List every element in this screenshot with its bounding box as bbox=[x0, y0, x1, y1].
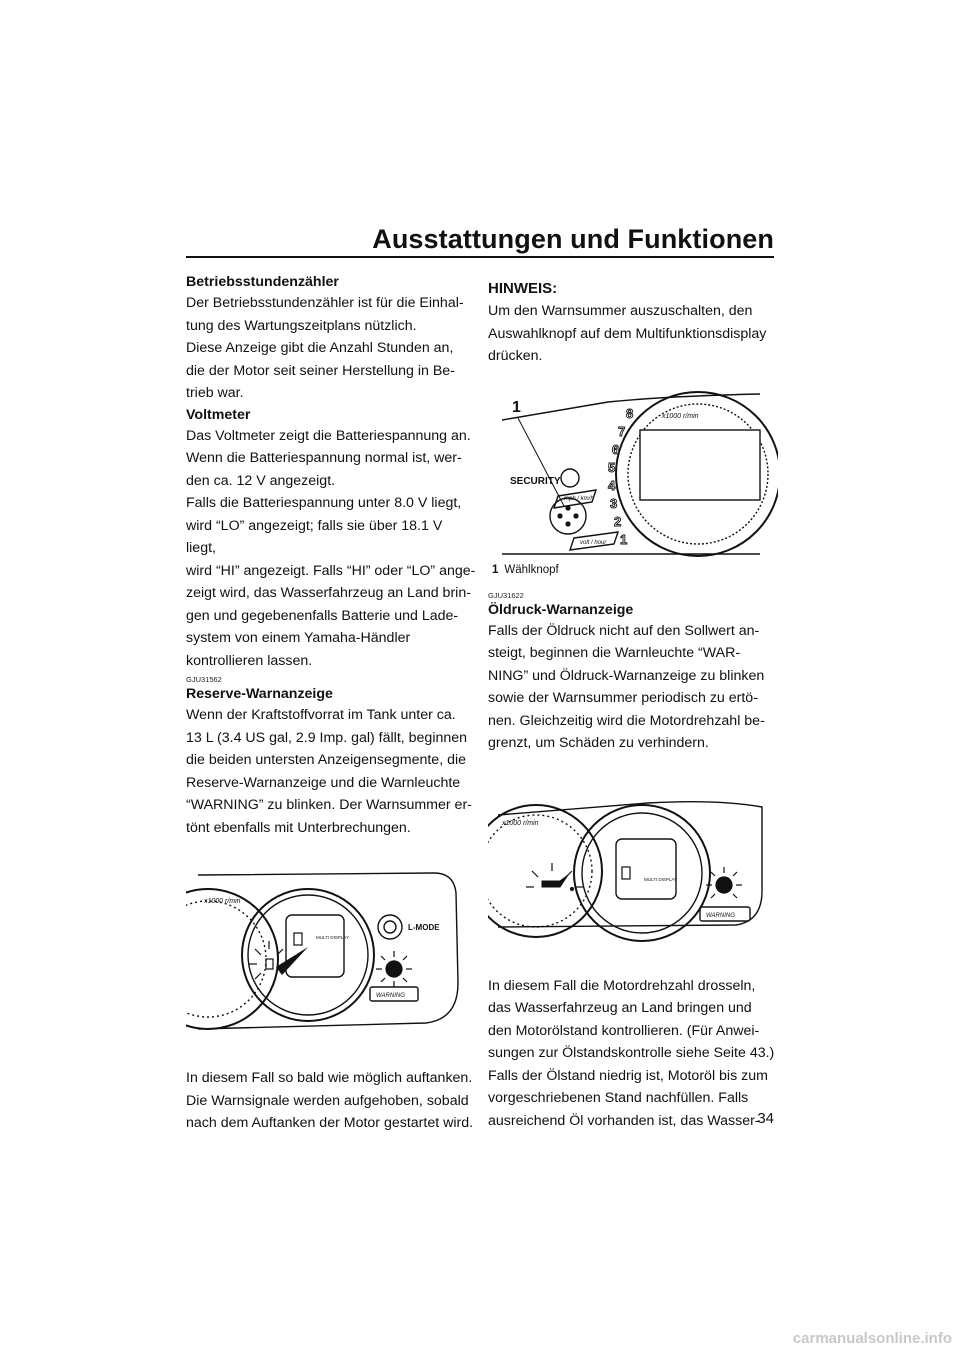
heading-oeldruck-warnanzeige: Öldruck-Warnanzeige bbox=[488, 601, 634, 618]
text-line: Wenn der Kraftstoffvorrat im Tank unter ca. bbox=[186, 707, 456, 723]
warning-lamp-icon bbox=[706, 867, 742, 898]
text-line: In diesem Fall die Motordrehzahl drosseln, bbox=[488, 977, 756, 994]
figure-multi-display-label: MULTI DISPLAY bbox=[644, 876, 678, 882]
text-line: “WARNING” zu blinken. Der Warnsummer er- bbox=[186, 797, 472, 813]
figure-reserve-warning bbox=[186, 863, 476, 1043]
figure-warning-label: WARNING bbox=[376, 993, 405, 999]
watermark: carmanualsonline.info bbox=[792, 1329, 952, 1347]
figure-warning-label: WARNING bbox=[706, 912, 735, 919]
text-line: gen und gegebenenfalls Batterie und Lade- bbox=[186, 607, 459, 624]
text-line: den ca. 12 V angezeigt. bbox=[186, 472, 336, 489]
speed-unit-label: mph / km/h bbox=[564, 495, 594, 502]
text-line: die der Motor seit seiner Herstellung in Be- bbox=[186, 362, 455, 379]
figure-scale-label: x1000 r/min bbox=[502, 819, 539, 827]
left-column bbox=[186, 272, 476, 1135]
text-line: drücken. bbox=[488, 348, 543, 364]
text-line: Das Voltmeter zeigt die Batteriespannung an. bbox=[186, 427, 471, 444]
title-rule bbox=[186, 256, 774, 258]
text-line: die beiden untersten Anzeigensegmente, die bbox=[186, 752, 467, 768]
caption-number: 1 bbox=[492, 563, 499, 576]
text-voltmeter bbox=[186, 425, 476, 673]
text-line: Falls die Batteriespannung unter 8.0 V liegt, bbox=[186, 495, 462, 511]
heading-betriebsstundenzaehler: Betriebsstundenzähler bbox=[186, 274, 339, 290]
text-betriebsstundenzaehler bbox=[186, 292, 476, 405]
text-reserve-after bbox=[186, 1067, 476, 1135]
text-line: den Motorölstand kontrollieren. (Für Anwei- bbox=[488, 1022, 760, 1039]
text-line: Falls der Ölstand niedrig ist, Motoröl bis zum bbox=[488, 1067, 768, 1084]
callout-number: 1 bbox=[512, 398, 521, 416]
caption-text: Wählknopf bbox=[504, 563, 559, 576]
text-line: ausreichend Öl vorhanden ist, das Wasser- bbox=[488, 1112, 760, 1129]
volt-unit-label: volt / hour bbox=[580, 539, 607, 546]
tacho-digit: 6 bbox=[612, 441, 620, 457]
text-line: Wenn die Batteriespannung normal ist, wer- bbox=[186, 450, 462, 466]
figure-scale-label: x1000 r/min bbox=[204, 898, 241, 905]
text-line: tung des Wartungszeitplans nützlich. bbox=[186, 317, 417, 334]
text-line: 13 L (3.4 US gal, 2.9 Imp. gal) fällt, beginnen bbox=[186, 729, 468, 746]
text-line: Um den Warnsummer auszuschalten, den bbox=[488, 303, 753, 319]
text-line: kontrollieren lassen. bbox=[186, 652, 313, 669]
figure-caption bbox=[492, 562, 778, 578]
text-line: wird “LO” angezeigt; falls sie über 18.1 V liegt, bbox=[186, 517, 443, 556]
tacho-digit: 8 bbox=[626, 405, 634, 421]
text-line: Falls der Öldruck nicht auf den Sollwert an- bbox=[488, 622, 760, 639]
text-line: steigt, beginnen die Warnleuchte “WAR- bbox=[488, 645, 741, 661]
text-line: tönt ebenfalls mit Unterbrechungen. bbox=[186, 819, 411, 836]
tacho-digit: 4 bbox=[608, 477, 616, 493]
text-line: trieb war. bbox=[186, 385, 244, 401]
tacho-digits bbox=[608, 406, 633, 547]
text-hinweis bbox=[488, 300, 778, 368]
text-line: system von einem Yamaha-Händler bbox=[186, 630, 411, 646]
oil-can-icon bbox=[542, 875, 574, 891]
heading-voltmeter: Voltmeter bbox=[186, 406, 251, 423]
security-label: SECURITY bbox=[510, 475, 561, 487]
figure-selector-knob bbox=[488, 388, 778, 558]
tacho-digit: 5 bbox=[608, 459, 616, 475]
tacho-digit: 1 bbox=[620, 531, 628, 547]
text-line: sungen zur Ölstandskontrolle siehe Seite 43.) bbox=[488, 1045, 775, 1061]
text-line: das Wasserfahrzeug an Land bringen und bbox=[488, 1000, 752, 1016]
section-code: GJU31562 bbox=[186, 675, 222, 684]
figure-oil-warning bbox=[488, 791, 778, 951]
figure-scale-label: x1000 r/min bbox=[662, 412, 699, 420]
text-line: In diesem Fall so bald wie möglich auftanken. bbox=[186, 1070, 473, 1086]
text-line: Diese Anzeige gibt die Anzahl Stunden an, bbox=[186, 340, 454, 356]
knob-dots-icon bbox=[557, 505, 578, 526]
figure-multi-display-label: MULTI DISPLAY bbox=[316, 935, 350, 940]
text-line: vorgeschriebenen Stand nachfüllen. Falls bbox=[488, 1090, 749, 1106]
heading-reserve-warnanzeige: Reserve-Warnanzeige bbox=[186, 686, 333, 702]
tacho-digit: 3 bbox=[610, 495, 618, 511]
text-line: nach dem Auftanken der Motor gestartet wird. bbox=[186, 1115, 474, 1131]
text-line: nen. Gleichzeitig wird die Motordrehzahl be- bbox=[488, 712, 765, 729]
tacho-digit: 7 bbox=[618, 423, 626, 439]
text-oeldruck-after bbox=[488, 975, 778, 1133]
right-column bbox=[488, 272, 778, 1132]
text-line: Reserve-Warnanzeige und die Warnleuchte bbox=[186, 774, 461, 791]
figure-mode-label: L-MODE bbox=[408, 923, 440, 932]
text-line: Die Warnsignale werden aufgehoben, sobald bbox=[186, 1092, 469, 1109]
text-line: Auswahlknopf auf dem Multifunktionsdisplay bbox=[488, 325, 767, 342]
text-line: wird “HI” angezeigt. Falls “HI” oder “LO” ange- bbox=[186, 562, 476, 579]
text-reserve-warnanzeige bbox=[186, 704, 476, 839]
warning-lamp-icon bbox=[376, 951, 412, 987]
fuel-pump-icon bbox=[622, 867, 630, 879]
text-line: sowie der Warnsummer periodisch zu ertö- bbox=[488, 690, 758, 706]
text-line: zeigt wird, das Wasserfahrzeug an Land brin- bbox=[186, 585, 471, 601]
section-code: GJU31622 bbox=[488, 590, 524, 600]
text-line: Der Betriebsstundenzähler ist für die Einhal- bbox=[186, 295, 464, 311]
page-title: Ausstattungen und Funktionen bbox=[372, 224, 774, 254]
hinweis-heading: HINWEIS: bbox=[488, 280, 558, 297]
page-number: 34 bbox=[757, 1110, 774, 1127]
text-line: grenzt, um Schäden zu verhindern. bbox=[488, 735, 709, 751]
text-line: NING” und Öldruck-Warnanzeige zu blinken bbox=[488, 667, 765, 684]
text-oeldruck-warnanzeige bbox=[488, 620, 778, 755]
tacho-digit: 2 bbox=[614, 513, 622, 529]
